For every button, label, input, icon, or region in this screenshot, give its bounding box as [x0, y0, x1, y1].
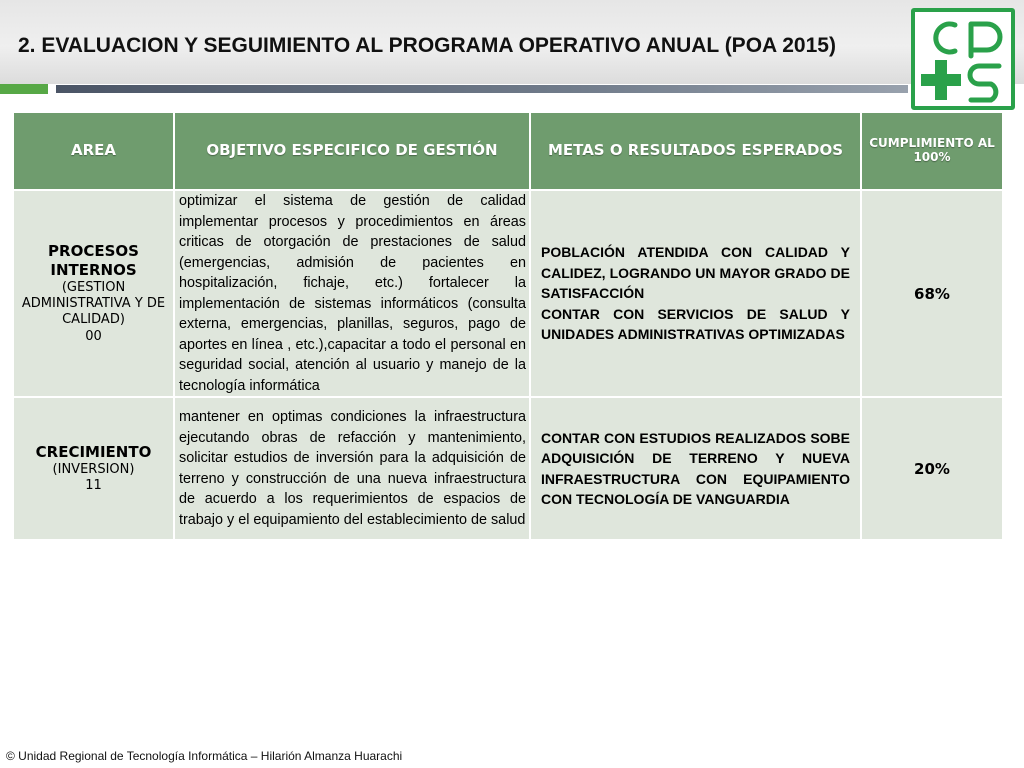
cross-icon [921, 60, 961, 100]
area-name: CRECIMIENTO [35, 442, 152, 461]
area-subtitle: (GESTION ADMINISTRATIVA Y DE CALIDAD) [21, 279, 166, 328]
footer-credit: © Unidad Regional de Tecnología Informática – Hilarión Almanza Huarachi [6, 749, 403, 763]
cps-logo [911, 8, 1015, 110]
page-title: 2. EVALUACION Y SEGUIMIENTO AL PROGRAMA OPERATIVO ANUAL (POA 2015) [18, 34, 836, 57]
area-cell [14, 191, 173, 396]
goal-item: CONTAR CON ESTUDIOS REALIZADOS SOBE ADQUISICIÓN DE TERRENO Y NUEVA INFRAESTRUCTURA CON EQUIPAMIENTO CON TECNOLOGÍA DE VANGUARDIA [541, 429, 850, 507]
divider-bar [56, 85, 908, 93]
poa-table [12, 111, 1004, 541]
table-row [14, 398, 1002, 539]
compliance-value: 68% [862, 191, 1002, 396]
logo-letter-c [936, 24, 955, 52]
table-row [14, 191, 1002, 396]
area-code: 00 [85, 328, 102, 344]
column-header-compliance: CUMPLIMIENTO AL 100% [862, 113, 1002, 189]
cps-logo-mark [915, 12, 1011, 106]
column-header-objective: OBJETIVO ESPECIFICO DE GESTIÓN [175, 113, 529, 189]
objective-cell: mantener en optimas condiciones la infraestructura ejecutando obras de refacción y mantenimiento, solicitar estudios de inversión para la adquisición de terreno y construcción de una nueva infraestructura de acuerdo a los requerimientos de espacios de trabajo y el equipamiento del establecimiento de salud [175, 398, 529, 539]
goals-cell [531, 191, 860, 396]
objective-cell: optimizar el sistema de gestión de calidad implementar procesos y procedimientos en áreas criticas de otorgación de prestaciones de salud (emergencias, admisión de pacientes en hospitalización, fichaje, etc.) fortalecer la implementación de sistemas informáticos (consulta externa, emergencias, planillas, seguros, pago de aportes en línea , etc.),capacitar a todo el personal en seguridad social, atención al usuario y manejo de la tecnología informática [175, 191, 529, 396]
area-name: PROCESOS INTERNOS [48, 242, 139, 279]
area-cell [14, 398, 173, 539]
goals-cell [531, 398, 860, 539]
logo-letter-s [970, 66, 999, 100]
goal-item: CONTAR CON SERVICIOS DE SALUD Y UNIDADES ADMINISTRATIVAS OPTIMIZADAS [541, 305, 850, 343]
logo-letter-p [971, 24, 1000, 56]
compliance-value: 20% [862, 398, 1002, 539]
area-subtitle: (INVERSION) [52, 461, 135, 477]
column-header-area: AREA [14, 113, 173, 189]
accent-bar [0, 84, 48, 94]
column-header-goals: METAS O RESULTADOS ESPERADOS [531, 113, 860, 189]
table-header-row [14, 113, 1002, 189]
area-code: 11 [85, 477, 102, 493]
goal-item: POBLACIÓN ATENDIDA CON CALIDAD Y CALIDEZ, LOGRANDO UN MAYOR GRADO DE SATISFACCIÓN [541, 244, 850, 302]
